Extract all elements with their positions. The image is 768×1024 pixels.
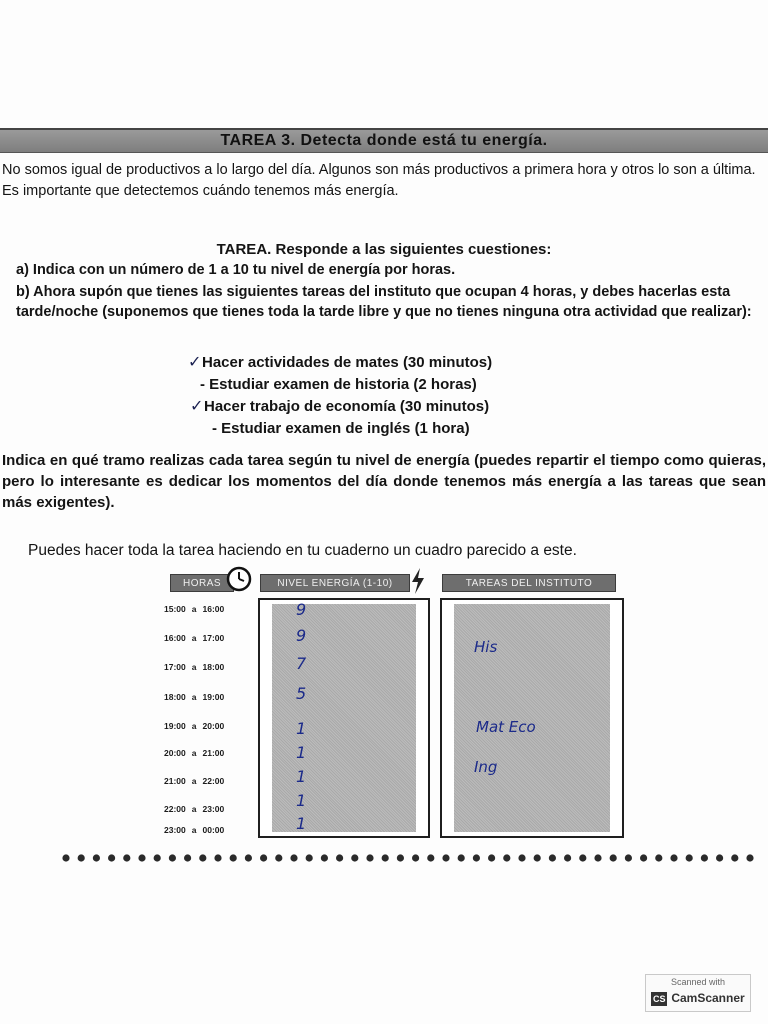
instructions-paragraph: Indica en qué tramo realizas cada tarea según tu nivel de energía (puedes repartir el tiempo como quieras, pero lo interesante es dedicar los momentos del día donde tenemos más energía a las tareas que sean más exigentes). <box>2 452 766 511</box>
dotted-divider <box>60 852 768 864</box>
divider-dot <box>458 854 465 861</box>
divider-dot <box>199 854 206 861</box>
task-item-label: Hacer trabajo de economía (30 minutos) <box>204 398 490 415</box>
energy-header: NIVEL ENERGÍA (1-10) <box>260 574 410 592</box>
divider-dot <box>488 854 495 861</box>
divider-dot <box>260 854 267 861</box>
energy-value: 9 <box>296 600 307 619</box>
divider-dot <box>564 854 571 861</box>
divider-dot <box>701 854 708 861</box>
divider-dot <box>534 854 541 861</box>
divider-dot <box>731 854 738 861</box>
task-item-label: - Estudiar examen de inglés (1 hora) <box>212 420 470 437</box>
divider-dot <box>503 854 510 861</box>
divider-dot <box>62 854 69 861</box>
energy-panel <box>258 598 430 838</box>
task-item-label: Hacer actividades de mates (30 minutos) <box>202 354 493 371</box>
hour-row: 20:00 a 21:00 <box>164 748 225 758</box>
divider-dot <box>138 854 145 861</box>
task-entry-history: His <box>474 638 498 656</box>
clock-icon <box>226 566 252 592</box>
divider-dot <box>290 854 297 861</box>
divider-dot <box>382 854 389 861</box>
divider-dot <box>154 854 161 861</box>
hour-row: 18:00 a 19:00 <box>164 692 225 702</box>
energy-value: 5 <box>296 684 307 703</box>
divider-dot <box>108 854 115 861</box>
energy-value: 1 <box>296 814 307 833</box>
hour-row: 17:00 a 18:00 <box>164 662 225 672</box>
divider-dot <box>214 854 221 861</box>
energy-value: 1 <box>296 719 307 738</box>
divider-dot <box>78 854 85 861</box>
divider-dot <box>336 854 343 861</box>
divider-dot <box>306 854 313 861</box>
hour-row: 16:00 a 17:00 <box>164 633 225 643</box>
divider-dot <box>579 854 586 861</box>
energy-value: 1 <box>296 767 307 786</box>
energy-value: 9 <box>296 626 307 645</box>
divider-dot <box>427 854 434 861</box>
divider-dot <box>93 854 100 861</box>
divider-dot <box>625 854 632 861</box>
divider-dot <box>610 854 617 861</box>
divider-dot <box>412 854 419 861</box>
task-header: TAREA. Responde a las siguientes cuestiones: <box>216 241 552 258</box>
energy-value: 1 <box>296 791 307 810</box>
divider-dot <box>184 854 191 861</box>
divider-dot <box>518 854 525 861</box>
divider-dot <box>230 854 237 861</box>
camscanner-logo-icon: CS <box>653 993 666 1004</box>
divider-dot <box>169 854 176 861</box>
divider-dot <box>670 854 677 861</box>
divider-dot <box>686 854 693 861</box>
task-entry-math-eco: Mat Eco <box>476 718 536 736</box>
task-item <box>212 418 470 439</box>
divider-dot <box>746 854 753 861</box>
energy-value: 1 <box>296 743 307 762</box>
hint-paragraph: Puedes hacer toda la tarea haciendo en tu cuaderno un cuadro parecido a este. <box>28 542 577 559</box>
divider-dot <box>351 854 358 861</box>
divider-dot <box>275 854 282 861</box>
divider-dot <box>321 854 328 861</box>
hour-row: 21:00 a 22:00 <box>164 776 225 786</box>
divider-dot <box>594 854 601 861</box>
divider-dot <box>655 854 662 861</box>
task-item <box>200 374 477 395</box>
divider-dot <box>640 854 647 861</box>
hours-header: HORAS <box>170 574 234 592</box>
hour-row: 23:00 a 00:00 <box>164 825 225 835</box>
divider-dot <box>123 854 130 861</box>
question-a: a) Indica con un número de 1 a 10 tu nivel de energía por horas. <box>16 262 456 278</box>
hour-row: 19:00 a 20:00 <box>164 721 225 731</box>
divider-dot <box>397 854 404 861</box>
divider-dot <box>473 854 480 861</box>
task-item <box>188 352 493 373</box>
tasks-header: TAREAS DEL INSTITUTO <box>442 574 616 592</box>
checkmark-icon: ✓ <box>190 398 204 415</box>
task-item-label: - Estudiar examen de historia (2 horas) <box>200 376 477 393</box>
divider-dot <box>442 854 449 861</box>
camscanner-watermark: Scanned with CS CamScanner <box>645 974 751 1012</box>
divider-dot <box>716 854 723 861</box>
divider-dot <box>549 854 556 861</box>
divider-dot <box>366 854 373 861</box>
energy-value: 7 <box>296 654 307 673</box>
camscanner-brand: CamScanner <box>671 991 745 1005</box>
question-b: b) Ahora supón que tienes las siguientes tareas del instituto que ocupan 4 horas, y debes hacerlas esta tarde/noche (suponemos que tienes toda la tarde libre y que no tienes ninguna otra actividad que realizar): <box>16 284 752 320</box>
lightning-bolt-icon <box>410 568 426 594</box>
task-item <box>190 396 490 417</box>
checkmark-icon: ✓ <box>188 354 202 371</box>
hour-row: 22:00 a 23:00 <box>164 804 225 814</box>
hour-row: 15:00 a 16:00 <box>164 604 225 614</box>
intro-paragraph: No somos igual de productivos a lo largo del día. Algunos son más productivos a primera hora y otros lo son a última. Es importante que detectemos cuándo tenemos más energía. <box>2 162 756 199</box>
task-entry-english: Ing <box>474 758 498 776</box>
page-title: TAREA 3. Detecta donde está tu energía. <box>0 128 768 153</box>
divider-dot <box>245 854 252 861</box>
